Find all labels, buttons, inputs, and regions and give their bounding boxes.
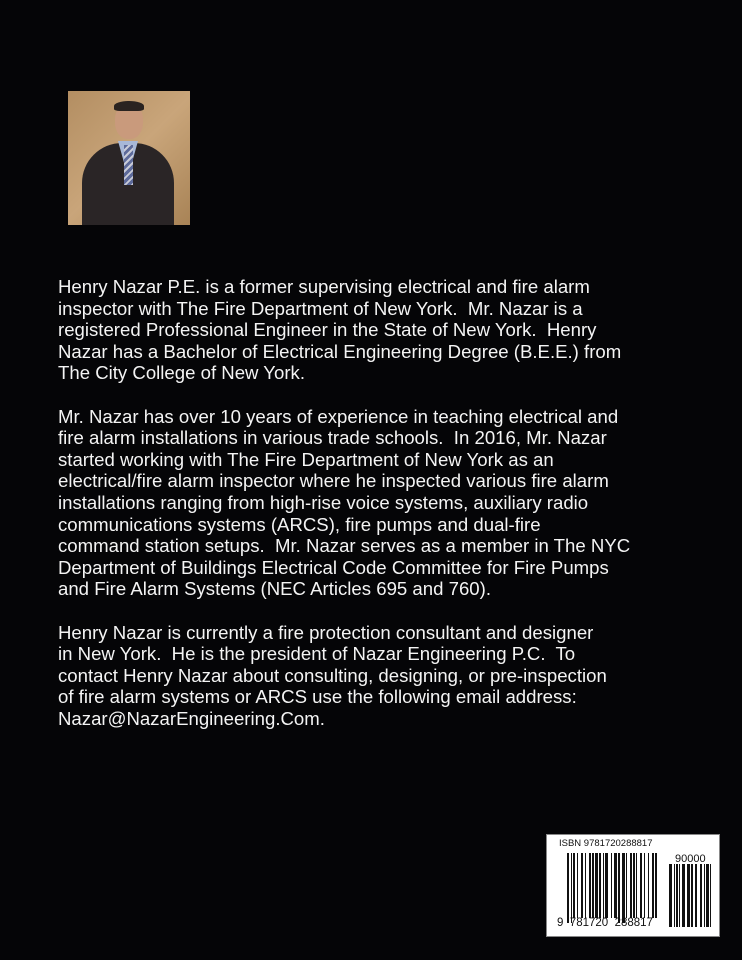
barcode-bar [595, 853, 598, 918]
barcode-bar [577, 853, 578, 918]
barcode-bar [676, 864, 678, 927]
barcode-bar [704, 864, 705, 927]
barcode-bar [592, 853, 594, 918]
barcode-bar [674, 864, 675, 927]
price-addon: 90000 [675, 853, 706, 865]
barcode-digits [557, 917, 653, 929]
barcode-bar [573, 853, 575, 918]
barcode-bar [633, 853, 635, 918]
left-digits: 781720 [569, 917, 609, 929]
barcode-bar [605, 853, 608, 918]
barcode-bar [682, 864, 685, 927]
right-digits: 288817 [614, 917, 653, 929]
barcode-bar [679, 864, 680, 927]
isbn-barcode [546, 834, 720, 937]
barcode-bar [706, 864, 709, 927]
barcode-bar [622, 853, 625, 923]
barcode-bar [567, 853, 569, 923]
barcode-bar [618, 853, 620, 923]
bio-paragraph-1: Henry Nazar P.E. is a former supervising electrical and fire alarm inspector with The Fire Department of New York. Mr. Nazar is a registered Professional Engineer in the State of New York. Henry Nazar has a Bachelor of Electrical Engineering Degree (B.E.E.) from The City College of New York. [58, 276, 622, 384]
barcode-bar [599, 853, 601, 918]
isbn-label: ISBN 9781720288817 [559, 838, 653, 849]
author-bio [58, 276, 630, 751]
bio-paragraph-2: Mr. Nazar has over 10 years of experience in teaching electrical and fire alarm installations in various trade schools. In 2016, Mr. Nazar started working with The Fire Department of New York as an electrical/fire alarm inspector where he inspected various fire alarm installations ranging from high-rise voice systems, auxiliary radio communications systems (ARCS), fire pumps and dual-fire command station setups. Mr. Nazar serves as a member in The NYC Department of Buildings Electrical Code Committee for Fire Pumps and Fire Alarm Systems (NEC Articles 695 and 760). [58, 405, 631, 600]
barcode-bar [652, 853, 654, 918]
barcode-bar [695, 864, 697, 927]
tie [124, 145, 133, 185]
bio-paragraph-3: Henry Nazar is currently a fire protection consultant and designer in New York. He is the president of Nazar Engineering P.C. To contact Henry Nazar about consulting, designing, or pre-inspection of fire alarm systems or ARCS use the following email address: Nazar@NazarEngineering.Com. [58, 621, 607, 729]
barcode-bar [611, 853, 612, 918]
barcode-bar [581, 853, 583, 918]
barcode-bar [614, 853, 617, 918]
barcode-bar [655, 853, 657, 918]
author-photo [68, 91, 190, 225]
barcode-bar [648, 853, 649, 918]
hair [114, 101, 144, 111]
barcode-bar [710, 864, 711, 927]
barcode-bar [626, 853, 627, 918]
first-digit: 9 [557, 917, 564, 929]
barcode-bar [630, 853, 632, 918]
barcode-bar [589, 853, 591, 918]
barcode-bar [585, 853, 586, 918]
barcode-bar [669, 864, 672, 927]
barcode-bar [640, 853, 642, 918]
barcode-bar [636, 853, 637, 918]
barcode-bar [603, 853, 604, 918]
barcode-bar [700, 864, 702, 927]
barcode-bar [644, 853, 645, 918]
barcode-bar [687, 864, 690, 927]
barcode-bar [691, 864, 693, 927]
barcode-bar [571, 853, 572, 923]
